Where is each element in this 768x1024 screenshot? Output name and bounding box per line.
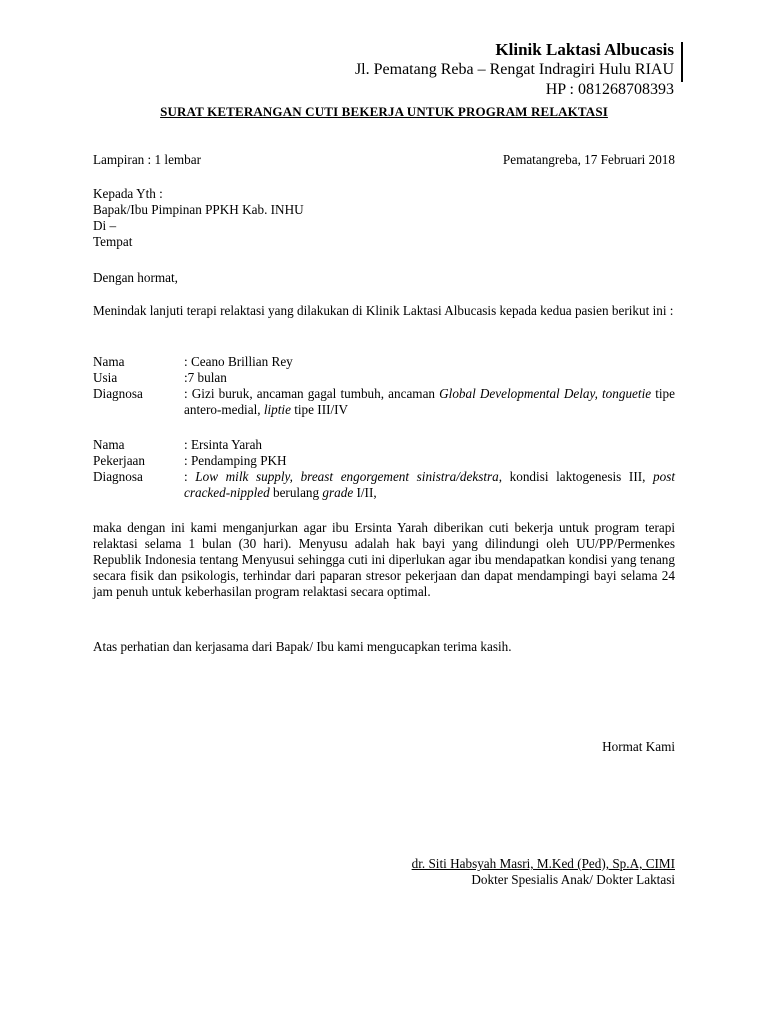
patient-row <box>93 354 675 370</box>
field-label: Pekerjaan <box>93 453 145 468</box>
closing-salutation: Hormat Kami <box>602 739 675 754</box>
letter-title: SURAT KETERANGAN CUTI BEKERJA UNTUK PROGRAM RELAKTASI <box>160 104 608 119</box>
letterhead-divider <box>681 42 683 82</box>
recipient-line: Tempat <box>93 234 133 249</box>
patient-row <box>93 386 675 418</box>
recipient-block <box>93 186 675 250</box>
conclusion-paragraph: maka dengan ini kami menganjurkan agar ibu Ersinta Yarah diberikan cuti bekerja untuk program terapi relaktasi selama 1 bulan (30 hari). Menyusu adalah hak bayi yang dilindungi oleh UU/PP/Permenkes Republik Indonesia tentang Menyusui sehingga cuti ini diperlukan agar ibu mendapatkan kondisi yang tenang secara fisik dan psikologis, terhindar dari paparan stresor pekerjaan dan dapat mendampingi bayi selama 24 jam penuh untuk keberhasilan program relaktasi secara optimal. <box>93 520 675 599</box>
recipient-line: Di – <box>93 218 117 233</box>
patient-2-details <box>93 437 675 501</box>
patient-row <box>93 437 675 453</box>
clinic-address: Jl. Pematang Reba – Rengat Indragiri Hulu RIAU <box>354 61 674 78</box>
diagnosis-value: : Gizi buruk, ancaman gagal tumbuh, ancaman Global Developmental Delay, tonguetie tipe antero-medial, liptie tipe III/IV <box>184 386 675 417</box>
signer-name: dr. Siti Habsyah Masri, M.Ked (Ped), Sp.A, CIMI <box>411 856 675 871</box>
intro-paragraph: Menindak lanjuti terapi relaktasi yang dilakukan di Klinik Laktasi Albucasis kepada kedua pasien berikut ini : <box>93 303 674 318</box>
field-value: : Ceano Brillian Rey <box>184 354 293 369</box>
field-label: Nama <box>93 354 125 369</box>
place-date: Pematangreba, 17 Februari 2018 <box>502 152 675 167</box>
field-label: Usia <box>93 370 118 385</box>
patient-row <box>93 370 675 386</box>
patient-1-details <box>93 354 675 418</box>
recipient-line: Kepada Yth : <box>93 186 163 201</box>
field-label: Diagnosa <box>93 386 143 401</box>
signer-position: Dokter Spesialis Anak/ Dokter Laktasi <box>471 872 675 887</box>
greeting: Dengan hormat, <box>93 270 178 285</box>
diagnosis-value: : Low milk supply, breast engorgement sinistra/dekstra, kondisi laktogenesis III, post cracked-nippled berulang grade I/II, <box>184 469 676 500</box>
signature-block <box>412 856 675 888</box>
clinic-phone: HP : 081268708393 <box>545 81 674 98</box>
field-value: : Pendamping PKH <box>184 453 287 468</box>
attachment-note: Lampiran : 1 lembar <box>93 152 202 167</box>
field-label: Diagnosa <box>93 469 143 484</box>
patient-row <box>93 453 675 469</box>
field-value: : Ersinta Yarah <box>184 437 263 452</box>
clinic-name: Klinik Laktasi Albucasis <box>495 40 674 59</box>
patient-row <box>93 469 675 501</box>
recipient-line: Bapak/Ibu Pimpinan PPKH Kab. INHU <box>93 202 304 217</box>
letter-meta <box>93 152 675 168</box>
field-value: :7 bulan <box>184 370 227 385</box>
thanks-paragraph: Atas perhatian dan kerjasama dari Bapak/ Ibu kami mengucapkan terima kasih. <box>93 639 512 654</box>
field-label: Nama <box>93 437 125 452</box>
letterhead <box>355 40 674 100</box>
